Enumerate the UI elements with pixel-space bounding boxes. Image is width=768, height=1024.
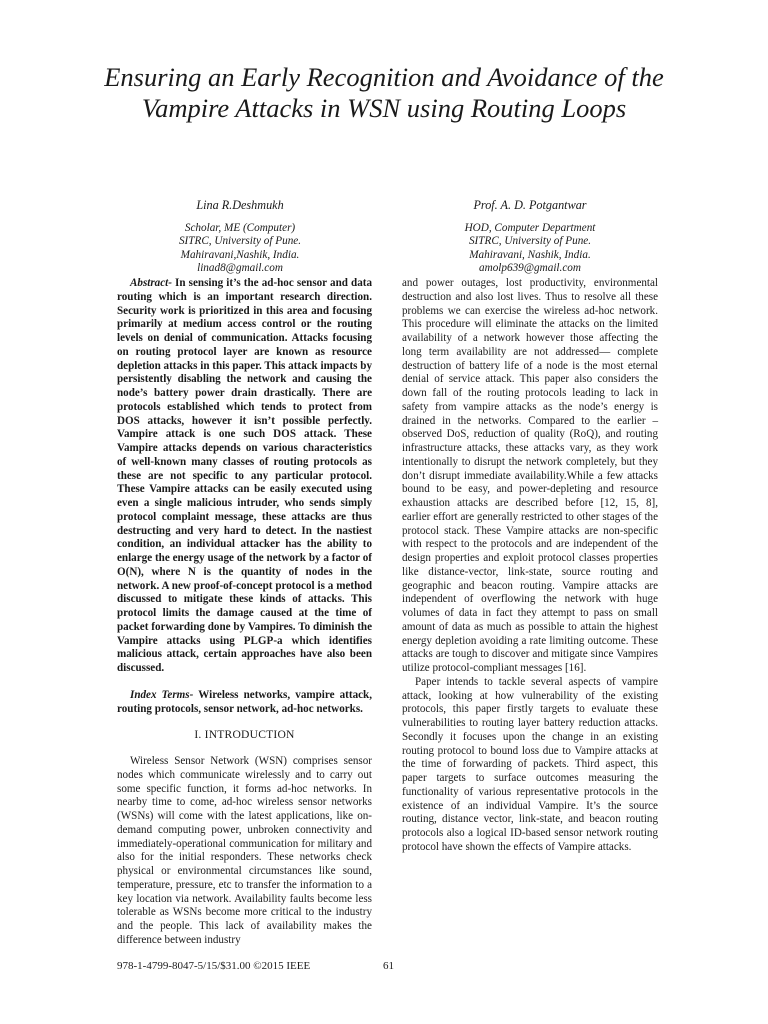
section-heading: I. INTRODUCTION (194, 728, 295, 742)
author-name: Lina R.Deshmukh (196, 198, 284, 212)
author-affiliation-line: SITRC, University of Pune. (468, 235, 592, 247)
index-terms-text: Wireless networks, vampire attack, routing protocols, sensor network, ad-hoc networks. (117, 688, 372, 715)
copyright-footer: 978-1-4799-8047-5/15/$31.00 ©2015 IEEE (117, 960, 311, 972)
author-name: Prof. A. D. Potgantwar (473, 198, 587, 212)
abstract-text: In sensing it’s the ad-hoc sensor and data routing which is an important research direction. Security work is prioritized in this area and focusing primarily at medium access control or the routing levels on denial of communication. Attacks focusing on routing protocol layer are known as resource depletion attacks in this paper. This attack impacts by persistently disabling the network and causing the node’s battery power drain drastically. There are protocols established which tends to protect from DOS attacks, however it isn’t possible perfectly. Vampire attack is one such DOS attack. These Vampire attacks depends on various characteristics of well-known many classes of routing protocols as these are not specific to any particular protocol. These Vampire attacks can be easily executed using even a single malicious intruder, who sends simply protocol complaint message, these attacks are thus destructing and very hard to detect. In the nastiest condition, an individual attacker has the ability to enlarge the energy usage of the network by a factor of O(N), where N is the quantity of nodes in the network. A new proof-of-concept protocol is a method discussed to mitigate these kinds of attacks. This protocol limits the damage caused at the time of packet forwarding done by Vampires. To diminish the Vampire attacks using PLGP-a which identifies malicious attack, certain approaches have also been discussed. (117, 277, 372, 674)
body-paragraph: and power outages, lost productivity, environmental destruction and also lost lives. Thus to resolve all these problems we can exercise the wireless ad-hoc network. This procedure will eliminate the attacks on the limited availability of a network however those affecting the long term availability are not addressed— complete destruction of battery life of a node is the most eternal denial of service attack. This paper also considers the down fall of the routing protocols leading to lack in safety from vampire attacks as the node’s energy is drained in the networks. Compared to the earlier –observed DoS, reduction of quality (RoQ), and routing infrastructure attacks, these attacks vary, as they work intentionally to disrupt the network completely, but they don’t disrupt immediate availability.While a few attacks bound to be easy, and power-depleting and resource exhaustion attacks are described before [12, 15, 8], earlier effort are generally restricted to other stages of the protocol stack. These Vampire attacks are non-specific with respect to the protocols and are independent of the design properties and exploit protocol classes properties like distance-vector, link-state, source routing and geographic and beacon routing. Vampire attacks are independent of overflowing the network with huge volumes of data in fact they attempt to pass on small amount of data as much as possible to attain the highest energy depletion avoiding a rate limiting outcome. These attacks are tough to discover and mitigate since Vampires utilize protocol-compliant messages [16]. (402, 277, 658, 674)
author-block-2 (430, 199, 630, 276)
author-email: amolp639@gmail.com (479, 262, 581, 274)
intro-paragraph: Wireless Sensor Network (WSN) comprises sensor nodes which communicate wirelessly and to carry out some specific function, it forms ad-hoc networks. In nearby time to come, ad-hoc wireless sensor networks (WSNs) will come with the latest applications, like on-demand computing power, unbroken connectivity and immediately-operational communication for military and also for the initial responders. These networks check physical or environmental circumstances like sound, temperature, pressure, etc to transfer the information to a key location via network. Availability faults become less tolerable as WSNs become more critical to the industry and the people. This lack of availability makes the difference between industry (117, 755, 372, 946)
right-column (402, 277, 658, 855)
abstract-label: Abstract- (130, 277, 172, 289)
left-column (117, 277, 372, 948)
author-block-1 (150, 199, 330, 276)
index-terms-label: Index Terms- (130, 688, 194, 701)
paper-title: Ensuring an Early Recognition and Avoidance of the Vampire Attacks in WSN using Routing Loops (104, 62, 664, 123)
index-terms (117, 689, 372, 717)
body-paragraph: Paper intends to tackle several aspects of vampire attack, looking at how vulnerability of the existing protocols, this paper firstly targets to evaluate these vulnerabilities to routing layer battery reduction attacks. Secondly it focuses upon the change in an existing routing protocol to bound loss due to Vampire attacks at the time of forwarding of packets. Third aspect, this paper targets to surface outcomes measuring the functionality of various representative protocols in the existence of an individual Vampire. It’s the source routing, distance vector, link-state, and beacon routing protocols also a logical ID-based sensor network routing protocol have shown the effects of Vampire attacks. (402, 675, 658, 853)
page-number: 61 (383, 960, 394, 972)
author-affiliation-line: SITRC, University of Pune. (178, 235, 302, 247)
author-email: linad8@gmail.com (197, 262, 283, 274)
author-affiliation-line: HOD, Computer Department (464, 221, 596, 234)
author-affiliation-line: Mahiravani, Nashik, India. (469, 248, 591, 261)
author-affiliation-line: Scholar, ME (Computer) (184, 221, 296, 234)
abstract (117, 277, 372, 676)
author-affiliation-line: Mahiravani,Nashik, India. (180, 248, 300, 261)
